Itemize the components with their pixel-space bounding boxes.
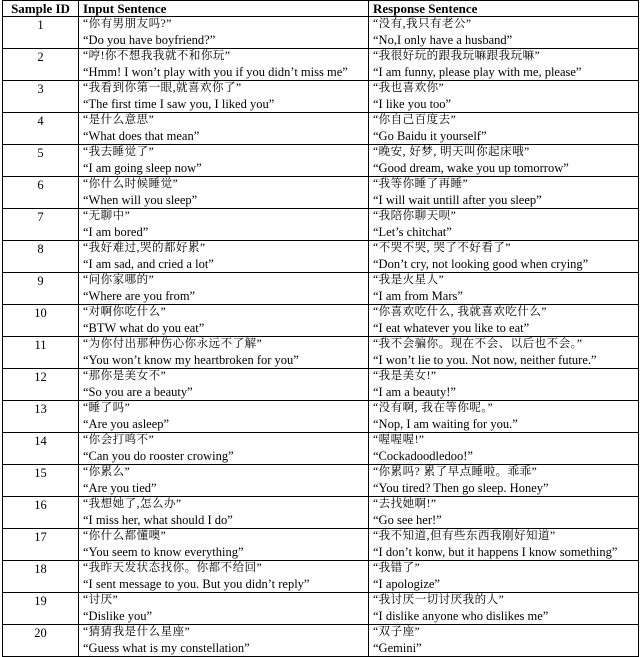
sample-id-cell: 14 (3, 433, 79, 465)
response-english-text: “Cockadoodledoo!” (373, 449, 473, 463)
sample-id-cell: 13 (3, 401, 79, 433)
response-english-text: “I apologize” (373, 577, 440, 591)
response-chinese-text: “我是火星人” (373, 274, 445, 286)
response-english-text: “Don’t cry, not looking good when crying” (373, 257, 589, 271)
response-chinese-text: “没有啊, 我在等你呢。” (373, 402, 494, 414)
response-sentence-cell (369, 241, 639, 273)
sample-id-cell: 16 (3, 497, 79, 529)
table-body (3, 17, 639, 657)
response-english-text: “I dislike anyone who dislikes me” (373, 609, 549, 623)
sample-id-cell: 19 (3, 593, 79, 625)
input-chinese-text: “睡了吗” (83, 402, 131, 414)
input-chinese-text: “对啊你吃什么” (83, 306, 167, 318)
input-sentence-cell (79, 209, 369, 241)
response-sentence-cell (369, 145, 639, 177)
response-english-text: “I am a beauty!” (373, 385, 456, 399)
response-chinese-text: “我不知道,但有些东西我刚好知道” (373, 530, 556, 542)
response-english-text: “Let’s chitchat” (373, 225, 452, 239)
response-chinese-text: “双子座” (373, 626, 421, 638)
table-row (3, 401, 639, 433)
input-english-text: “Guess what is my constellation” (83, 641, 250, 655)
input-sentence-cell (79, 465, 369, 497)
table-row (3, 49, 639, 81)
response-sentence-cell (369, 209, 639, 241)
table-row (3, 241, 639, 273)
sample-id-cell: 10 (3, 305, 79, 337)
input-sentence-cell (79, 49, 369, 81)
response-sentence-cell (369, 497, 639, 529)
response-chinese-text: “你累吗? 累了早点睡啦。乖乖” (373, 466, 538, 478)
input-sentence-cell (79, 241, 369, 273)
table-row (3, 17, 639, 49)
response-english-text: “No,I only have a husband” (373, 33, 513, 47)
response-sentence-cell (369, 81, 639, 113)
input-sentence-cell (79, 625, 369, 657)
response-sentence-cell (369, 17, 639, 49)
input-english-text: “BTW what do you eat” (83, 321, 205, 335)
input-sentence-cell (79, 369, 369, 401)
input-sentence-cell (79, 593, 369, 625)
sample-id-cell: 18 (3, 561, 79, 593)
sample-id-cell: 20 (3, 625, 79, 657)
response-english-text: “I am funny, please play with me, please” (373, 65, 582, 79)
response-sentence-cell (369, 49, 639, 81)
sample-id-cell: 4 (3, 113, 79, 145)
response-chinese-text: “没有,我只有老公” (373, 18, 472, 30)
response-sentence-cell (369, 465, 639, 497)
input-english-text: “You won’t know my heartbroken for you” (83, 353, 299, 367)
response-sentence-cell (369, 593, 639, 625)
input-chinese-text: “你有男朋友吗?” (83, 18, 172, 30)
input-chinese-text: “问你家哪的” (83, 274, 155, 286)
input-chinese-text: “你累么” (83, 466, 131, 478)
input-sentence-cell (79, 113, 369, 145)
input-english-text: “The first time I saw you, I liked you” (83, 97, 275, 111)
table-row (3, 273, 639, 305)
input-english-text: “I miss her, what should I do” (83, 513, 233, 527)
sample-id-cell: 7 (3, 209, 79, 241)
response-english-text: “I eat whatever you like to eat” (373, 321, 530, 335)
input-chinese-text: “我看到你第一眼,就喜欢你了” (83, 82, 242, 94)
response-english-text: “You tired? Then go sleep. Honey” (373, 481, 549, 495)
response-english-text: “Go Baidu it yourself” (373, 129, 487, 143)
sample-id-cell: 1 (3, 17, 79, 49)
response-english-text: “I will wait untill after you sleep” (373, 193, 542, 207)
response-sentence-cell (369, 305, 639, 337)
table-row (3, 465, 639, 497)
input-sentence-cell (79, 81, 369, 113)
table-row (3, 177, 639, 209)
response-chinese-text: “去找她啊!” (373, 498, 437, 510)
response-chinese-text: “你喜欢吃什么, 我就喜欢吃什么” (373, 306, 547, 318)
response-sentence-cell (369, 529, 639, 561)
input-chinese-text: “我昨天发状态找你。你都不给回” (83, 562, 263, 574)
input-english-text: “I am bored” (83, 225, 149, 239)
input-english-text: “Can you do rooster crowing” (83, 449, 234, 463)
input-sentence-cell (79, 337, 369, 369)
response-english-text: “Nop, I am waiting for you.” (373, 417, 518, 431)
response-chinese-text: “我陪你聊天呗” (373, 210, 457, 222)
sample-id-cell: 12 (3, 369, 79, 401)
input-chinese-text: “为你付出那种伤心你永远不了解” (83, 338, 263, 350)
response-chinese-text: “不哭不哭, 哭了不好看了” (373, 242, 511, 254)
response-english-text: “I am from Mars” (373, 289, 463, 303)
response-english-text: “I like you too” (373, 97, 452, 111)
response-chinese-text: “我讨厌一切讨厌我的人” (373, 594, 505, 606)
response-sentence-cell (369, 177, 639, 209)
table-row (3, 113, 639, 145)
sample-id-cell: 2 (3, 49, 79, 81)
input-english-text: “I sent message to you. But you didn’t reply” (83, 577, 310, 591)
sample-id-cell: 11 (3, 337, 79, 369)
header-sample-id: Sample ID (3, 1, 79, 17)
response-english-text: “Gemini” (373, 641, 422, 655)
input-english-text: “What does that mean” (83, 129, 200, 143)
input-sentence-cell (79, 401, 369, 433)
table-row (3, 625, 639, 657)
table-row (3, 529, 639, 561)
table-row (3, 81, 639, 113)
response-sentence-cell (369, 401, 639, 433)
input-chinese-text: “是什么意思” (83, 114, 155, 126)
table-row (3, 497, 639, 529)
response-english-text: “Good dream, wake you up tomorrow” (373, 161, 569, 175)
response-sentence-cell (369, 369, 639, 401)
input-english-text: “Are you asleep” (83, 417, 170, 431)
response-english-text: “I won’t lie to you. Not now, neither future.” (373, 353, 597, 367)
response-sentence-cell (369, 113, 639, 145)
input-chinese-text: “我好难过,哭的都好累” (83, 242, 206, 254)
input-english-text: “When will you sleep” (83, 193, 198, 207)
input-english-text: “I am going sleep now” (83, 161, 202, 175)
header-input-sentence: Input Sentence (79, 1, 369, 17)
input-sentence-cell (79, 529, 369, 561)
input-english-text: “I am sad, and cried a lot” (83, 257, 214, 271)
input-sentence-cell (79, 305, 369, 337)
samples-table (2, 0, 639, 657)
response-chinese-text: “你自己百度去” (373, 114, 457, 126)
input-sentence-cell (79, 561, 369, 593)
response-chinese-text: “晚安, 好梦, 明天叫你起床哦” (373, 146, 530, 158)
response-chinese-text: “我很好玩的跟我玩嘛跟我玩嘛” (373, 50, 541, 62)
table-row (3, 593, 639, 625)
input-chinese-text: “猜猜我是什么星座” (83, 626, 191, 638)
sample-id-cell: 6 (3, 177, 79, 209)
table-row (3, 561, 639, 593)
response-english-text: “I don’t konw, but it happens I know something” (373, 545, 618, 559)
input-chinese-text: “你什么都懂噢” (83, 530, 167, 542)
response-chinese-text: “我是美女!” (373, 370, 437, 382)
input-sentence-cell (79, 433, 369, 465)
table-row (3, 337, 639, 369)
input-chinese-text: “哼!你不想我我就不和你玩” (83, 50, 231, 62)
table-row (3, 209, 639, 241)
response-english-text: “Go see her!” (373, 513, 442, 527)
response-sentence-cell (369, 337, 639, 369)
response-chinese-text: “我错了” (373, 562, 421, 574)
table-row (3, 305, 639, 337)
response-sentence-cell (369, 625, 639, 657)
input-english-text: “Hmm! I won’t play with you if you didn’t miss me” (83, 65, 348, 79)
input-english-text: “Are you tied” (83, 481, 157, 495)
header-response-sentence: Response Sentence (369, 1, 639, 17)
input-chinese-text: “讨厌” (83, 594, 119, 606)
sample-id-cell: 15 (3, 465, 79, 497)
response-chinese-text: “我不会骗你。现在不会、以后也不会。” (373, 338, 583, 350)
input-chinese-text: “我去睡觉了” (83, 146, 155, 158)
header-row (3, 1, 639, 17)
sample-id-cell: 8 (3, 241, 79, 273)
input-chinese-text: “那你是美女不” (83, 370, 167, 382)
input-sentence-cell (79, 497, 369, 529)
input-english-text: “Where are you from” (83, 289, 196, 303)
input-chinese-text: “我想她了,怎么办” (83, 498, 182, 510)
response-chinese-text: “我等你睡了再睡” (373, 178, 469, 190)
table-row (3, 145, 639, 177)
sample-id-cell: 17 (3, 529, 79, 561)
input-english-text: “Dislike you” (83, 609, 153, 623)
input-sentence-cell (79, 177, 369, 209)
input-english-text: “Do you have boyfriend?” (83, 33, 216, 47)
response-chinese-text: “我也喜欢你” (373, 82, 445, 94)
response-sentence-cell (369, 433, 639, 465)
input-chinese-text: “无聊中” (83, 210, 131, 222)
input-english-text: “You seem to know everything” (83, 545, 244, 559)
sample-id-cell: 9 (3, 273, 79, 305)
response-sentence-cell (369, 561, 639, 593)
input-sentence-cell (79, 273, 369, 305)
input-english-text: “So you are a beauty” (83, 385, 193, 399)
input-chinese-text: “你会打鸣不” (83, 434, 155, 446)
sample-id-cell: 5 (3, 145, 79, 177)
input-sentence-cell (79, 145, 369, 177)
response-sentence-cell (369, 273, 639, 305)
sample-id-cell: 3 (3, 81, 79, 113)
response-chinese-text: “喔喔喔!” (373, 434, 425, 446)
input-chinese-text: “你什么时候睡觉” (83, 178, 179, 190)
table-row (3, 369, 639, 401)
table-row (3, 433, 639, 465)
input-sentence-cell (79, 17, 369, 49)
